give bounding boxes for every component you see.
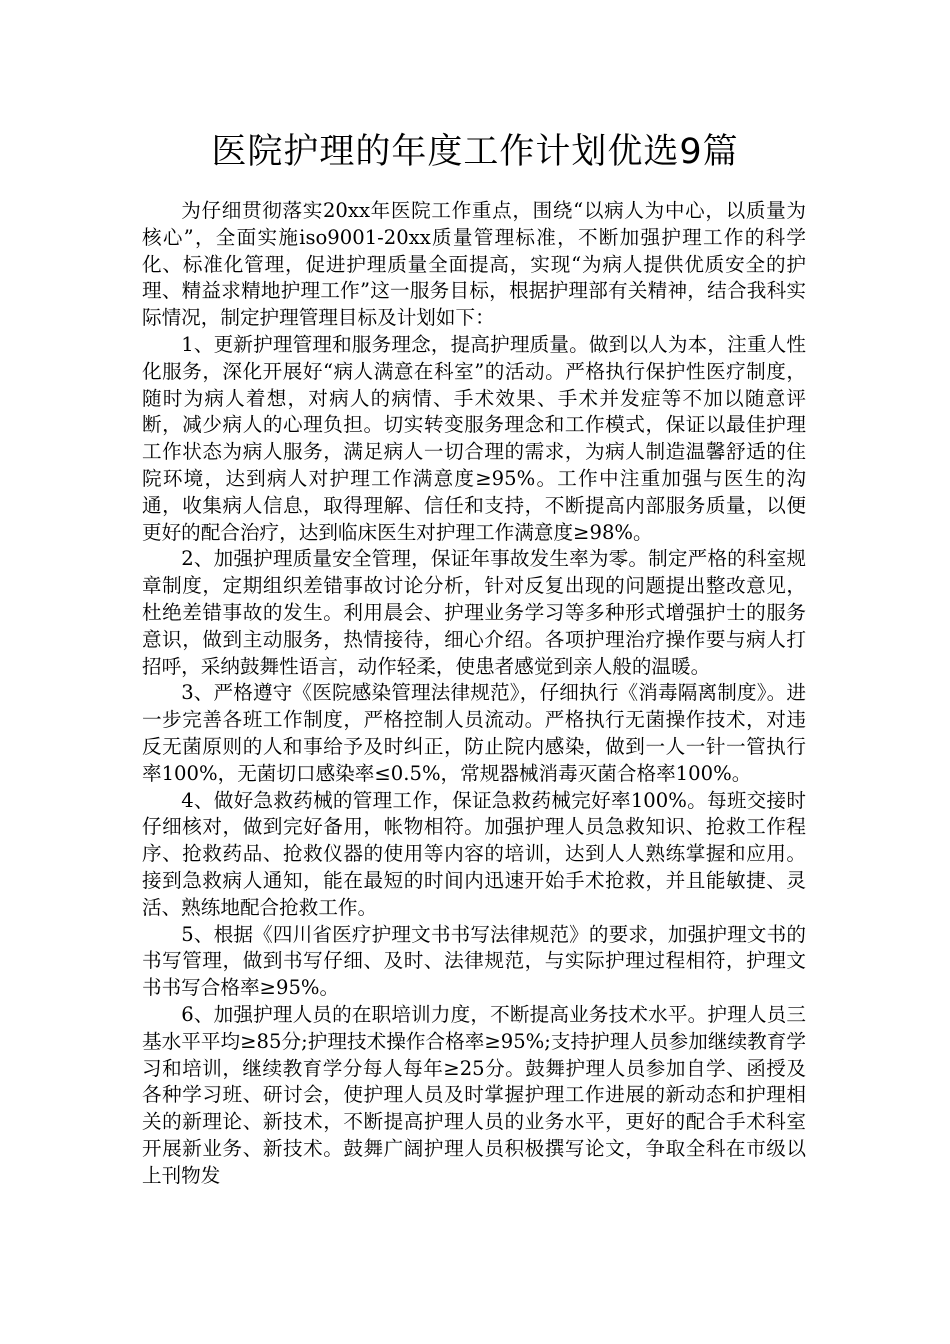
paragraph-3: 3、严格遵守《医院感染管理法律规范》，仔细执行《消毒隔离制度》。进一步完善各班工作制度，严格控制人员流动。严格执行无菌操作技术，对违反无菌原则的人和事给予及时纠正，防止院内感染，做到一人一针一管执行率100%，无菌切口感染率≤0.5%，常规器械消毒灭菌合格率100%。 bbox=[142, 681, 806, 785]
paragraph-1: 1、更新护理管理和服务理念，提高护理质量。做到以人为本，注重人性化服务，深化开展好“病人满意在科室”的活动。严格执行保护性医疗制度，随时为病人着想，对病人的病情、手术效果、手术并发症等不加以随意评断，减少病人的心理负担。切实转变服务理念和工作模式，保证以最佳护理工作状态为病人服务，满足病人一切合理的需求，为病人制造温馨舒适的住院环境，达到病人对护理工作满意度≥95%。工作中注重加强与医生的沟通，收集病人信息，取得理解、信任和支持，不断提高内部服务质量，以便更好的配合治疗，达到临床医生对护理工作满意度≥98%。 bbox=[142, 332, 806, 544]
paragraph-2: 2、加强护理质量安全管理，保证年事故发生率为零。制定严格的科室规章制度，定期组织差错事故讨论分析，针对反复出现的问题提出整改意见，杜绝差错事故的发生。利用晨会、护理业务学习等多种形式增强护士的服务意识，做到主动服务，热情接待，细心介绍。各项护理治疗操作要与病人打招呼，采纳鼓舞性语言，动作轻柔，使患者感觉到亲人般的温暖。 bbox=[142, 547, 806, 678]
document-title: 医院护理的年度工作计划优选9篇 bbox=[211, 132, 739, 172]
paragraph-5: 5、根据《四川省医疗护理文书书写法律规范》的要求，加强护理文书的书写管理，做到书写仔细、及时、法律规范，与实际护理过程相符，护理文书书写合格率≥95%。 bbox=[142, 922, 806, 1000]
paragraph-4: 4、做好急救药械的管理工作，保证急救药械完好率100%。每班交接时仔细核对，做到完好备用，帐物相符。加强护理人员急救知识、抢救工作程序、抢救药品、抢救仪器的使用等内容的培训，达到人人熟练掌握和应用。接到急救病人通知，能在最短的时间内迅速开始手术抢救，并且能敏捷、灵活、熟练地配合抢救工作。 bbox=[142, 788, 806, 919]
paragraph-6: 6、加强护理人员的在职培训力度，不断提高业务技术水平。护理人员三基水平平均≥85分;护理技术操作合格率≥95%;支持护理人员参加继续教育学习和培训，继续教育学分每人每年≥25分。鼓舞护理人员参加自学、函授及各种学习班、研讨会，使护理人员及时掌握护理工作进展的新动态和护理相关的新理论、新技术，不断提高护理人员的业务水平，更好的配合手术科室开展新业务、新技术。鼓舞广阔护理人员积极撰写论文，争取全科在市级以上刊物发 bbox=[142, 1002, 806, 1187]
paragraph-intro: 为仔细贯彻落实20xx年医院工作重点，围绕“以病人为中心，以质量为核心”，全面实施iso9001-20xx质量管理标准，不断加强护理工作的科学化、标准化管理，促进护理质量全面提高，实现“为病人提供优质安全的护理、精益求精地护理工作”这一服务目标，根据护理部有关精神，结合我科实际情况，制定护理管理目标及计划如下： bbox=[142, 199, 806, 330]
document-body bbox=[142, 198, 806, 1189]
